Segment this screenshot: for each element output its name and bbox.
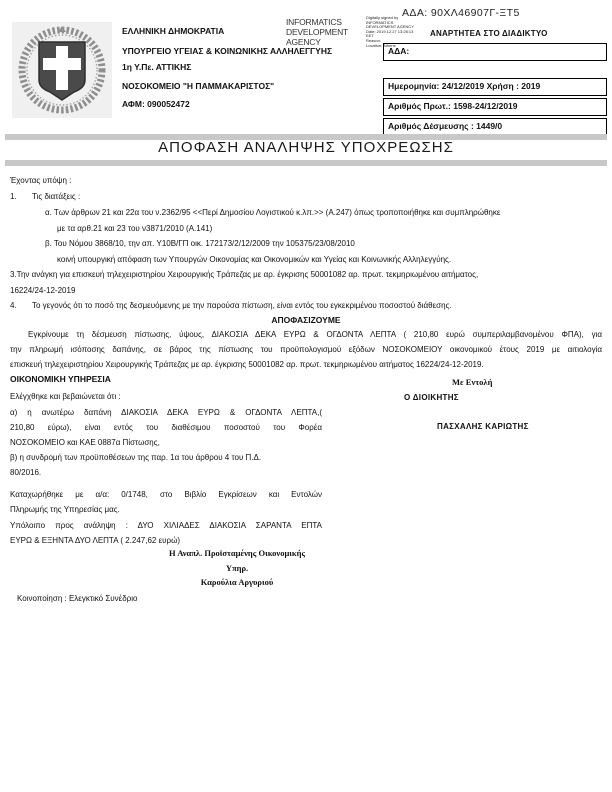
item-1b-line1: β. Του Νόμου 3868/10, την απ. Υ10Β/ΓΠ οικ. 172173/2/12/2009 την 105375/23/08/2010 — [45, 239, 355, 248]
stamp-line: Date: 2019.12.27 13:28:13 — [366, 28, 414, 34]
clause-a-line: 210,80 εύρω), είναι εντός του διαθέσιμου ποσοστού του Φορέα — [10, 423, 322, 432]
verified-statement: Ελέγχθηκε και βεβαιώνεται ότι : — [10, 392, 121, 401]
commitment-number-box: Αριθμός Δέσμευσης : 1449/0 — [383, 118, 607, 136]
org-line-republic: ΕΛΛΗΝΙΚΗ ΔΗΜΟΚΡΑΤΙΑ — [122, 26, 225, 36]
finance-signer-name: Καρούλια Αργυριού — [200, 577, 274, 587]
item-3-line2: 16224/24-12-2019 — [10, 286, 76, 295]
stamp-line: Digitally signed by — [366, 15, 399, 20]
registration-line: Πληρωμής της Υπηρεσίας μας. — [10, 505, 120, 514]
protocol-number-box: Αριθμός Πρωτ.: 1598-24/12/2019 — [383, 98, 607, 116]
stamp-line: DEVELOPMENT AGENCY — [366, 24, 414, 30]
clause-a-line: α) η ανωτέρω δαπάνη ΔΙΑΚΟΣΙΑ ΔΕΚΑ ΕΥΡΩ & ΟΓΔΟΝΤΑ ΛΕΠΤΑ,( — [10, 408, 322, 417]
org-line-afm: ΑΦΜ: 090052472 — [122, 99, 190, 109]
title-divider-bottom — [5, 160, 607, 166]
commander-title: Ο ΔΙΟΙΚΗΤΗΣ — [404, 393, 459, 402]
item-3-line1: 3.Την ανάγκη για επισκευή τηλεχειριστηρίου Χειρουργικής Τράπεζας με αρ. έγκρισης 50001082 αρ. πρωτ. τεκμηριωμένου αιτήματος, — [10, 270, 479, 279]
item-1-text: Τις διατάξεις : — [32, 192, 81, 201]
page-title: ΑΠΟΦΑΣΗ ΑΝΑΛΗΨΗΣ ΥΠΟΧΡΕΩΣΗΣ — [158, 139, 454, 156]
item-4-number: 4. — [10, 301, 17, 310]
anartitea-label: ΑΝΑΡΤΗΤΕΑ ΣΤΟ ΔΙΑΔΙΚΤΥΟ — [430, 29, 548, 38]
having-regard: Έχοντας υπόψη : — [10, 176, 72, 185]
stamp-line: INFORMATICS — [366, 19, 394, 25]
finance-signer-title-line1: Η Αναπλ. Προϊσταμένης Οικονομικής — [168, 548, 306, 558]
decision-paragraph-line: επισκευή τηλεχειριστηρίου Χειρουργικής Τράπεζας με αρ. έγκρισης 50001082 αρ. πρωτ. τεκμηριωμένου αιτήματος 16224/24-12-2019. — [10, 360, 484, 369]
decision-paragraph-line: Εγκρίνουμε τη δέσμευση πίστωσης, ύψους, ΔΙΑΚΟΣΙΑ ΔΕΚΑ ΕΥΡΩ & ΟΓΔΟΝΤΑ ΛΕΠΤΑ ( 210,80 ευρώ συμπεριλαμβανομένου ΦΠΑ), για — [28, 330, 602, 339]
financial-service-heading: ΟΙΚΟΝΟΜΙΚΗ ΥΠΗΡΕΣΙΑ — [10, 374, 111, 384]
item-4-text: Το γεγονός ότι το ποσό της δεσμευόμενης με την παρούσα πίστωση, είναι εντός του εγκεκριμένου ποσοστού διάθεσης. — [32, 301, 452, 310]
ada-code: ΑΔΑ: 90ΧΛ46907Γ-ΞΤ5 — [402, 7, 520, 19]
finance-signer-title-line2: Υπηρ. — [225, 563, 249, 573]
date-box: Ημερομηνία: 24/12/2019 Χρήση : 2019 — [383, 78, 607, 96]
stamp-line: Location: Athens — [366, 42, 396, 48]
decision-heading: ΑΠΟΦΑΣΙΖΟΥΜΕ — [271, 315, 341, 325]
item-1-number: 1. — [10, 192, 17, 201]
org-line-ministry: ΥΠΟΥΡΓΕΙΟ ΥΓΕΙΑΣ & ΚΟΙΝΩΝΙΚΗΣ ΑΛΛΗΛΕΓΓΥΗΣ — [122, 46, 333, 56]
commander-name: ΠΑΣΧΑΛΗΣ ΚΑΡΙΩΤΗΣ — [437, 422, 529, 431]
item-1a-line1: α. Των άρθρων 21 και 22α του ν.2362/95 <<Περί Δημοσίου Λογιστικού κ.λπ.>> (Α.247) όπως τροποποιήθηκε και συμπληρώθηκε — [45, 208, 501, 217]
by-order-label: Με Εντολή — [452, 377, 493, 387]
item-1b-line2: κοινή υπουργική απόφαση των Υπουργών Οικονομίας και Οικονομικών και Υγείας και Κοινωνικής Αλληλεγγύης. — [57, 255, 452, 264]
clause-a-line: ΝΟΣΟΚΟΜΕΙΟ και ΚΑΕ 0887α Πίστωσης, — [10, 438, 160, 447]
clause-b-line: β) η συνδρομή των προϋποθέσεων της παρ. 1α του άρθρου 4 του Π.Δ. — [10, 453, 262, 462]
ada-box: ΑΔΑ: — [383, 43, 607, 61]
digital-signature-stamp-agency: INFORMATICS DEVELOPMENT AGENCY — [286, 17, 348, 47]
greek-coat-of-arms-icon — [12, 22, 112, 118]
balance-line: Υπόλοιπο προς ανάληψη : ΔΥΟ ΧΙΛΙΑΔΕΣ ΔΙΑΚΟΣΙΑ ΣΑΡΑΝΤΑ ΕΠΤΑ — [10, 521, 322, 530]
item-1a-line2: με τα αρθ.21 και 23 του ν3871/2010 (Α.141) — [57, 224, 213, 233]
registration-line: Καταχωρήθηκε με α/α: 0/1748, στο Βιβλίο Εγκρίσεων και Εντολών — [10, 490, 322, 499]
org-line-hospital: ΝΟΣΟΚΟΜΕΙΟ "Η ΠΑΜΜΑΚΑΡΙΣΤΟΣ" — [122, 81, 275, 91]
stamp-line: Reason: — [366, 37, 381, 43]
balance-line: ΕΥΡΩ & ΕΞΗΝΤΑ ΔΥΟ ΛΕΠΤΑ ( 2.247,62 ευρώ) — [10, 536, 180, 545]
stamp-line: EET — [366, 33, 374, 39]
cc-note: Κοινοποίηση : Ελεγκτικό Συνέδριο — [17, 594, 138, 603]
clause-b-line: 80/2016. — [10, 468, 42, 477]
org-line-region: 1η Υ.Πε. ΑΤΤΙΚΗΣ — [122, 62, 192, 72]
decision-paragraph-line: την πληρωμή ισόποσης δαπάνης, σε βάρος της πίστωσης του προϋπολογισμού εξόδων ΝΟΣΟΚΟΜΕΙΟΥ οικονομικού έτους 2019 με αιτιολογία — [10, 345, 602, 354]
